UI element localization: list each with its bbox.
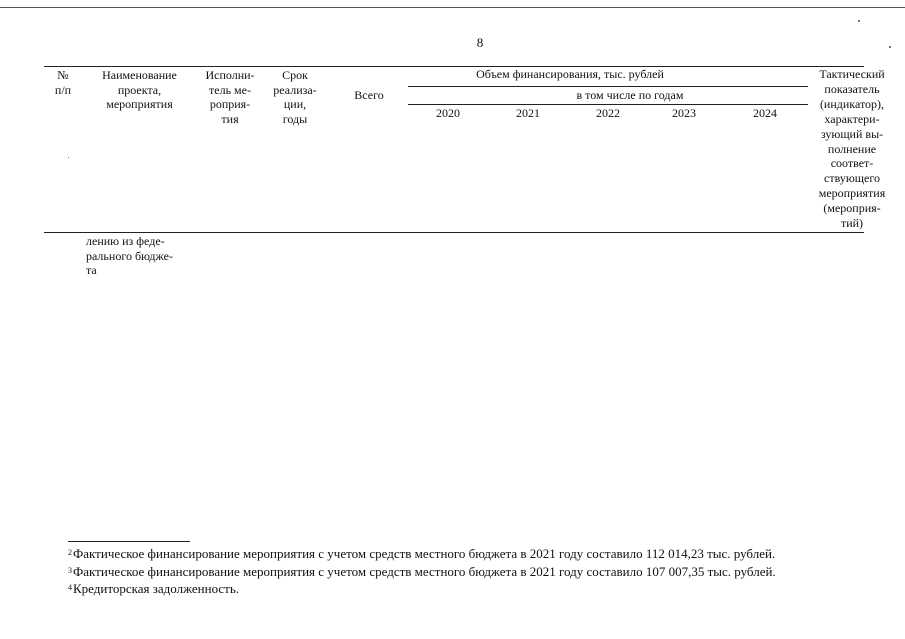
scan-speck [68, 157, 69, 158]
footnote-2-mark: 2 [68, 548, 72, 557]
scan-speck [889, 46, 891, 48]
year-2023: 2023 [672, 106, 696, 120]
row-fragment-text: лению из феде- рального бюдже- та [86, 234, 173, 277]
header-number: № п/п [54, 68, 72, 97]
scan-speck [858, 20, 860, 22]
table-header-bottom-rule [44, 232, 864, 233]
year-2021: 2021 [516, 106, 540, 120]
year-2020: 2020 [436, 106, 460, 120]
years-subrule [408, 104, 808, 105]
footnote-3-text: Фактическое финансирование мероприятия с учетом средств местного бюджета в 2021 году составило 107 007,35 тыс. рублей. [73, 564, 776, 579]
footnote-2-text: Фактическое финансирование мероприятия с учетом средств местного бюджета в 2021 году составило 112 014,23 тыс. рублей. [73, 546, 776, 561]
footnote-3 [68, 564, 776, 580]
header-period: Срок реализа- ции, годы [273, 68, 317, 126]
page-top-border [0, 7, 905, 8]
header-years: в том числе по годам [576, 88, 684, 102]
footnote-2 [68, 546, 775, 562]
header-executor: Исполни- тель ме- роприя- тия [205, 68, 255, 126]
funding-subrule [408, 86, 808, 87]
page-number: 8 [476, 35, 484, 50]
header-indicator: Тактический показатель (индикатор), характери- зующий вы- полнение соответ- ствующего мероприятия (мероприя- тий) [818, 67, 886, 231]
footnote-4-text: Кредиторская задолженность. [73, 581, 240, 596]
footnote-separator [68, 541, 190, 542]
footnote-4 [68, 581, 239, 597]
footnote-3-mark: 3 [68, 566, 72, 575]
footnote-4-mark: 4 [68, 583, 72, 592]
header-total: Всего [354, 88, 384, 102]
year-2022: 2022 [596, 106, 620, 120]
header-name: Наименование проекта, мероприятия [102, 68, 177, 111]
header-funding: Объем финансирования, тыс. рублей [476, 67, 664, 81]
year-2024: 2024 [753, 106, 777, 120]
